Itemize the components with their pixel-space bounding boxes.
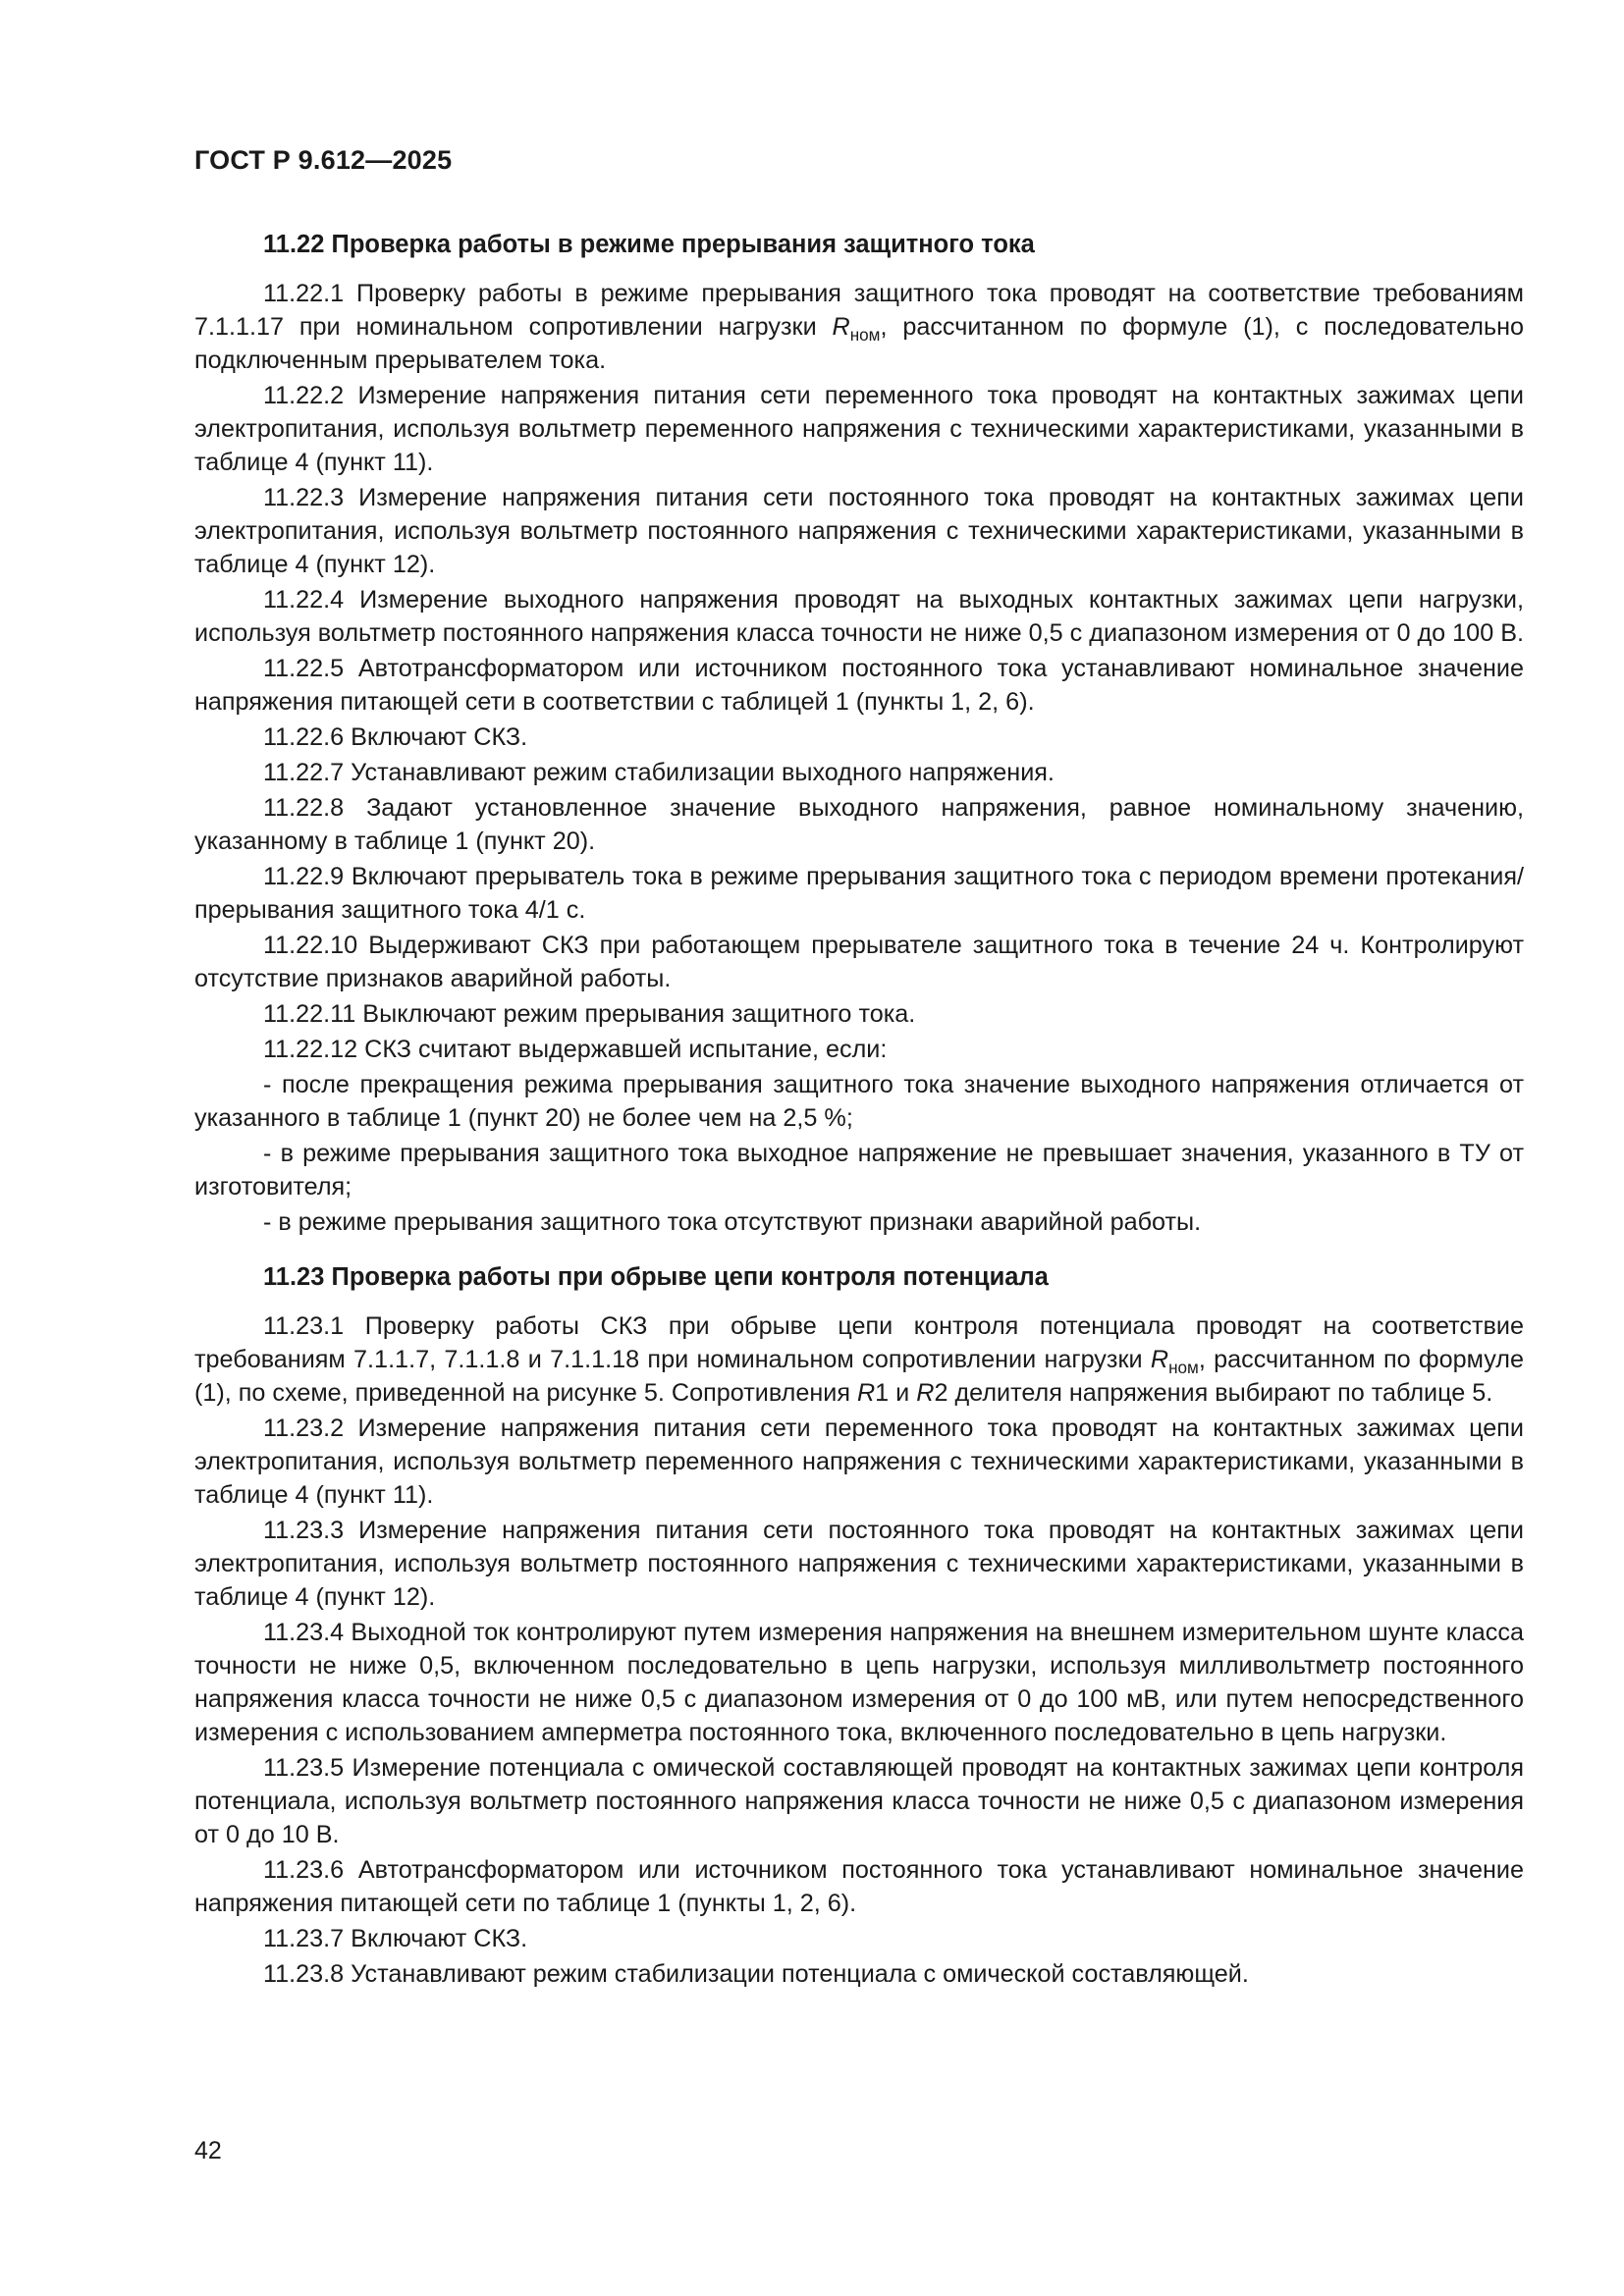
page-number: 42 — [194, 2137, 222, 2164]
paragraph-11-22-6: 11.22.6 Включают СКЗ. — [263, 723, 528, 751]
paragraph-11-23-2: 11.23.2 Измерение напряжения питания сети переменного тока проводят на контактных зажимах цепи электропитания, используя вольтметр переменного напряжения с техническими характеристиками, указанными в таблице 4 (пункт 11). — [194, 1415, 1524, 1509]
subscript-nom: ном — [849, 324, 881, 345]
list-item: - в режиме прерывания защитного тока отсутствуют признаки аварийной работы. — [263, 1208, 1202, 1236]
paragraph-11-22-8: 11.22.8 Задают установленное значение выходного напряжения, равное номинальному значению, указанному в таблице 1 (пункт 20). — [194, 794, 1524, 855]
paragraph-11-22-10: 11.22.10 Выдерживают СКЗ при работающем прерывателе защитного тока в течение 24 ч. Контролируют отсутствие признаков аварийной работы. — [194, 932, 1524, 992]
section-heading-11-23: 11.23 Проверка работы при обрыве цепи контроля потенциала — [263, 1263, 1049, 1291]
paragraph-11-23-7: 11.23.7 Включают СКЗ. — [263, 1925, 528, 1952]
paragraph-11-22-7: 11.22.7 Устанавливают режим стабилизации выходного напряжения. — [263, 759, 1055, 786]
subscript-nom: ном — [1168, 1357, 1199, 1377]
section-heading-11-22: 11.22 Проверка работы в режиме прерывания защитного тока — [263, 231, 1035, 258]
paragraph-11-22-11: 11.22.11 Выключают режим прерывания защитного тока. — [263, 1000, 916, 1028]
paragraph-11-23-1: 11.23.1 Проверку работы СКЗ при обрыве цепи контроля потенциала проводят на соответствие требованиям 7.1.1.7, 7.1.1.8 и 7.1.1.18 при номинальном сопротивлении нагрузки $R_{ном}$, рассчитанном по формуле (1), по схеме, приведенной на рисунке 5. Сопротивления R1 и R2 делителя напряжения выбирают по таблице 5. — [194, 1312, 1524, 1407]
list-item: - после прекращения режима прерывания защитного тока значение выходного напряжения отличается от указанного в таблице 1 (пункт 20) не более чем на 2,5 %; — [194, 1071, 1524, 1132]
symbol-r: R — [832, 313, 850, 341]
document-code: ГОСТ Р 9.612—2025 — [194, 145, 453, 175]
list-item: - в режиме прерывания защитного тока выходное напряжение не превышает значения, указанного в ТУ от изготовителя; — [194, 1140, 1524, 1201]
document-body — [194, 228, 1524, 1993]
paragraph-11-23-5: 11.23.5 Измерение потенциала с омической составляющей проводят на контактных зажимах цепи контроля потенциала, используя вольтметр постоянного напряжения класса точности не ниже 0,5 с диапазоном измерения от 0 до 10 В. — [194, 1754, 1524, 1848]
paragraph-11-23-3: 11.23.3 Измерение напряжения питания сети постоянного тока проводят на контактных зажимах цепи электропитания, используя вольтметр постоянного напряжения с техническими характеристиками, указанными в таблице 4 (пункт 12). — [194, 1517, 1524, 1611]
paragraph-11-22-5: 11.22.5 Автотрансформатором или источником постоянного тока устанавливают номинальное значение напряжения питающей сети в соответствии с таблицей 1 (пункты 1, 2, 6). — [194, 655, 1524, 716]
paragraph-11-22-2: 11.22.2 Измерение напряжения питания сети переменного тока проводят на контактных зажимах цепи электропитания, используя вольтметр переменного напряжения с техническими характеристиками, указанными в таблице 4 (пункт 11). — [194, 382, 1524, 476]
paragraph-11-22-9: 11.22.9 Включают прерыватель тока в режиме прерывания защитного тока с периодом времени протекания/прерывания защитного тока 4/1 с. — [194, 863, 1524, 924]
symbol-r2: R — [916, 1379, 935, 1407]
paragraph-11-22-4: 11.22.4 Измерение выходного напряжения проводят на выходных контактных зажимах цепи нагрузки, используя вольтметр постоянного напряжения класса точности не ниже 0,5 с диапазоном измерения от 0 до 100 В. — [194, 586, 1524, 647]
paragraph-11-23-6: 11.23.6 Автотрансформатором или источником постоянного тока устанавливают номинальное значение напряжения питающей сети по таблице 1 (пункты 1, 2, 6). — [194, 1856, 1524, 1917]
paragraph-11-22-3: 11.22.3 Измерение напряжения питания сети постоянного тока проводят на контактных зажимах цепи электропитания, используя вольтметр постоянного напряжения с техническими характеристиками, указанными в таблице 4 (пункт 12). — [194, 484, 1524, 578]
paragraph-11-22-12: 11.22.12 СКЗ считают выдержавшей испытание, если: — [263, 1036, 888, 1063]
paragraph-11-23-4: 11.23.4 Выходной ток контролируют путем измерения напряжения на внешнем измерительном шунте класса точности не ниже 0,5, включенном последовательно в цепь нагрузки, используя милливольтметр постоянного напряжения класса точности не ниже 0,5 с диапазоном измерения от 0 до 100 мВ, или путем непосредственного измерения с использованием амперметра постоянного тока, включенного последовательно в цепь нагрузки. — [194, 1619, 1524, 1746]
symbol-r1: R — [856, 1379, 876, 1407]
paragraph-11-22-1: 11.22.1 Проверку работы в режиме прерывания защитного тока проводят на соответствие требованиям 7.1.1.17 при номинальном сопротивлении нагрузки $R_{ном}$, рассчитанном по формуле (1), с последовательно подключенным прерывателем тока. — [194, 280, 1525, 374]
paragraph-11-23-8: 11.23.8 Устанавливают режим стабилизации потенциала с омической составляющей. — [263, 1960, 1249, 1988]
symbol-r: R — [1150, 1346, 1169, 1373]
